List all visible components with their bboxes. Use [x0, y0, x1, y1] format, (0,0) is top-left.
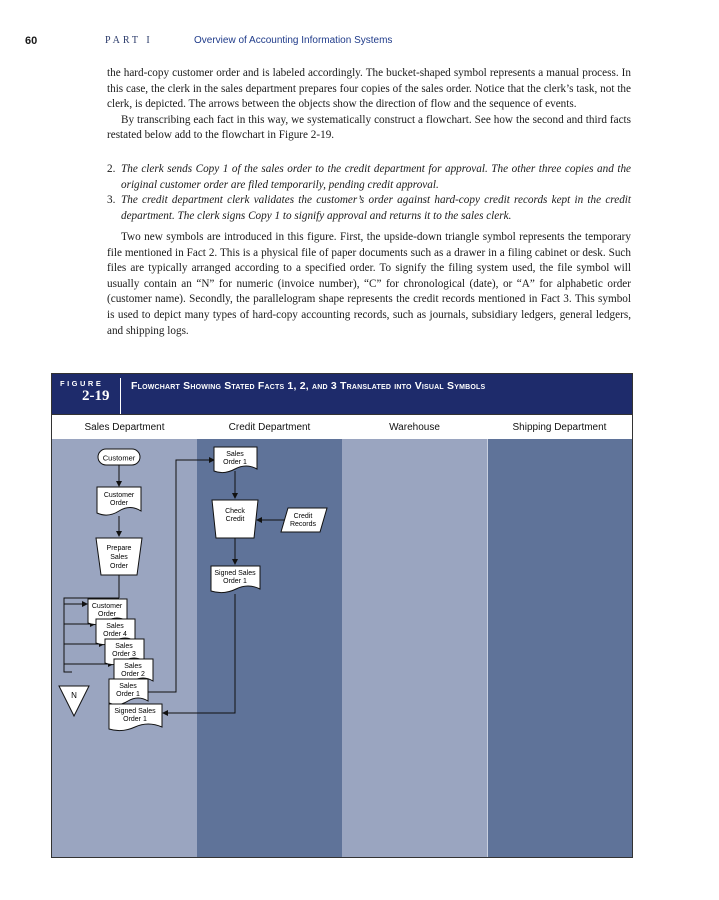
lane-header-warehouse: Warehouse	[389, 422, 440, 433]
figure-2-19	[51, 373, 633, 858]
credit-so1-line-1: Sales	[226, 451, 244, 458]
signed-sales-order-1-document	[211, 566, 260, 593]
paragraph-1: the hard-copy customer order and is labeled accordingly. The bucket-shaped symbol represents a manual process. In this case, the clerk in the sales department prepares four copies of the sales order. Notice that the clerk’s task, not the clerk, is depicted. The arrows between the objects show the direction of flow and the sequence of events.	[107, 67, 631, 111]
credit-records-line-2: Records	[289, 521, 317, 528]
customer-order-line-1: Customer	[103, 492, 135, 499]
body-text-top	[107, 66, 631, 144]
credit-records-line-1: Credit	[293, 513, 313, 520]
stack-customer-order-2: Order	[98, 611, 116, 618]
fact-list	[107, 162, 631, 224]
stack-so3-2: Order 3	[112, 651, 136, 658]
stack-so1-2: Order 1	[116, 691, 140, 698]
stack-so2-2: Order 2	[121, 671, 145, 678]
lane-header-shipping: Shipping Department	[512, 422, 607, 433]
list-item-number: 2.	[107, 163, 116, 175]
list-item-number: 3.	[107, 194, 116, 207]
customer-order-document	[97, 487, 141, 515]
credit-sales-order-1-document	[214, 447, 257, 473]
prepare-line-2: Sales	[110, 554, 128, 561]
credit-so1-line-2: Order 1	[223, 459, 247, 466]
paragraph-2: By transcribing each fact in this way, we systematically construct a flowchart. See how the second and third facts restated below add to the flowchart in Figure 2-19.	[107, 113, 631, 142]
signed-so1-line-2: Order 1	[223, 578, 247, 585]
list-item-text: The credit department clerk validates the customer’s order against hard-copy credit records kept in the credit department. The clerk signs Copy 1 to signify approval and returns it to the sales clerk.	[121, 194, 631, 222]
file-triangle-symbol	[59, 686, 89, 716]
customer-label: Customer	[102, 453, 136, 463]
prepare-sales-order-process	[96, 538, 142, 575]
signed-so1-line-1: Signed Sales	[214, 570, 256, 577]
credit-records-parallelogram	[281, 508, 327, 532]
stack-customer-order-1: Customer	[91, 603, 123, 610]
chapter-title: Overview of Accounting Information Systems	[194, 35, 393, 46]
stack-so1-1: Sales	[119, 683, 137, 690]
prepare-line-3: Order	[110, 563, 128, 570]
returned-line-2: Order 1	[123, 716, 147, 723]
part-label: PART I	[105, 35, 153, 46]
figure-number: 2-19	[82, 388, 110, 404]
stack-so4-2: Order 4	[103, 631, 127, 638]
body-text-bottom	[107, 230, 631, 339]
returned-line-1: Signed Sales	[114, 708, 156, 715]
document-stack	[88, 599, 153, 705]
list-item	[107, 162, 631, 193]
check-credit-process	[212, 500, 258, 538]
stack-so2-1: Sales	[124, 663, 142, 670]
signed-sales-order-returned	[109, 704, 162, 731]
prepare-line-1: Prepare	[106, 545, 132, 552]
file-order-letter: N	[71, 691, 77, 700]
figure-word: FIGURE	[60, 379, 104, 388]
check-credit-line-2: Credit	[225, 516, 245, 523]
customer-order-line-2: Order	[110, 500, 128, 507]
lane-header-sales: Sales Department	[84, 422, 165, 433]
running-header	[0, 35, 719, 51]
page-number: 60	[25, 35, 38, 47]
flowchart-diagram	[52, 374, 632, 857]
stack-so4-1: Sales	[106, 623, 124, 630]
stack-so3-1: Sales	[115, 643, 133, 650]
figure-title: Flowchart Showing Stated Facts 1, 2, and 3 Translated into Visual Symbols	[131, 380, 486, 392]
check-credit-line-1: Check	[225, 508, 245, 515]
list-item	[107, 193, 631, 224]
customer-terminal-symbol	[98, 449, 140, 465]
list-item-text: The clerk sends Copy 1 of the sales order to the credit department for approval. The other three copies and the original customer order are filed temporarily, pending credit approval.	[121, 163, 631, 191]
lane-header-credit: Credit Department	[228, 422, 311, 433]
paragraph-3: Two new symbols are introduced in this figure. First, the upside-down triangle symbol represents the temporary file mentioned in Fact 2. This is a physical file of paper documents such as a drawer in a filing cabinet or desk. Such files are typically arranged according to a specified order. To signify the filing system used, the file symbol will usually contain an “N” for numeric (invoice number), “C” for chronological (date), or “A” for alphabetic order (customer name). Secondly, the parallelogram shape represents the credit records mentioned in Fact 3. This symbol is used to depict many types of hard-copy accounting records, such as journals, subsidiary ledgers, general ledgers, and shipping logs.	[107, 231, 631, 337]
